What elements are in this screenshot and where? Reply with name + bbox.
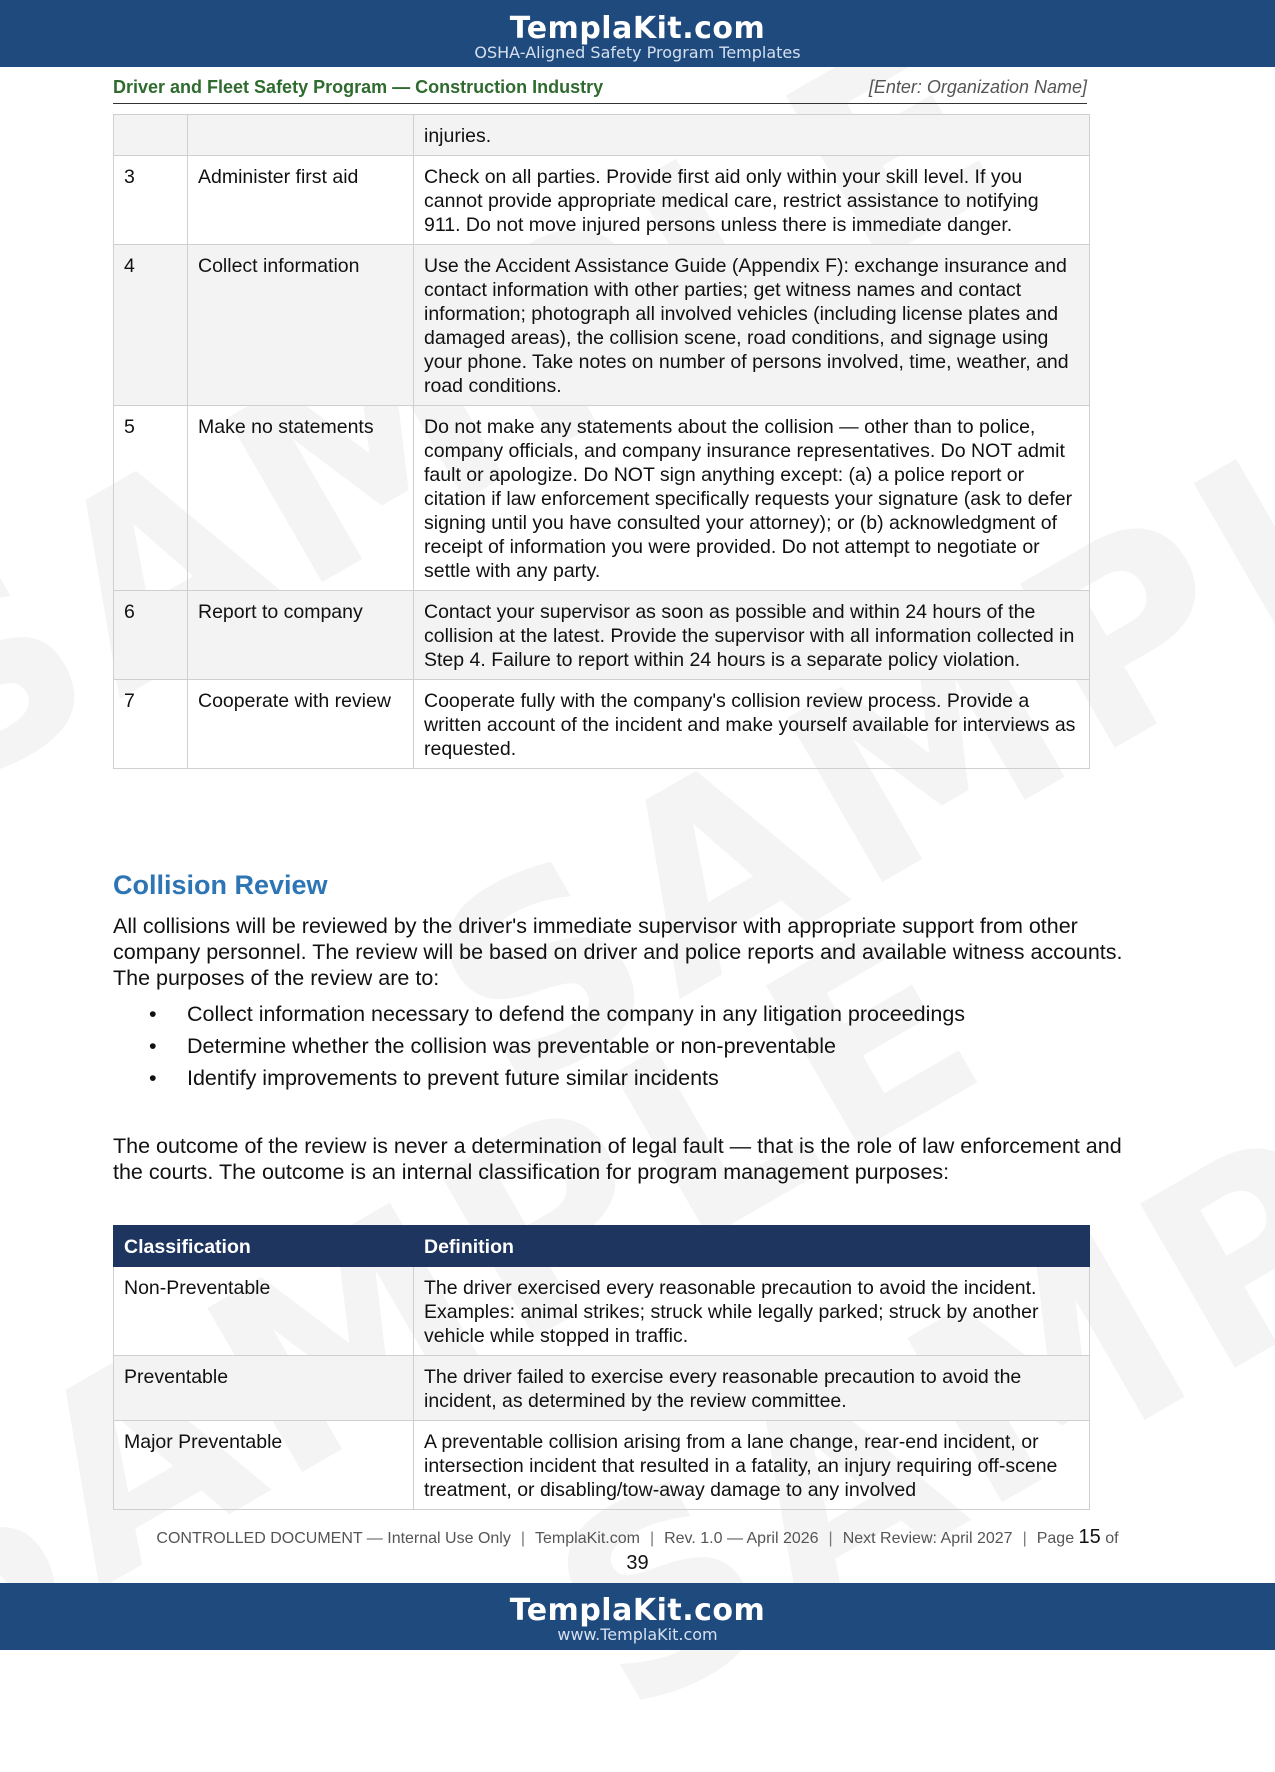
outcome-paragraph: The outcome of the review is never a determination of legal fault — that is the role of law enforcement and the courts. The outcome is an internal classification for program management purposes: (113, 1134, 1122, 1184)
step-number: 5 (114, 406, 188, 591)
section-heading: Collision Review (113, 870, 328, 900)
revision-info: Rev. 1.0 — April 2026 (664, 1530, 819, 1547)
step-detail: Cooperate fully with the company's collision review process. Provide a written account of the incident and make yourself available for interviews as requested. (414, 680, 1090, 769)
step-detail: injuries. (414, 115, 1090, 156)
running-header (113, 77, 1087, 104)
collision-steps-table (113, 114, 1090, 769)
list-item-text: Collect information necessary to defend the company in any litigation proceedings (187, 1002, 966, 1026)
step-detail: Contact your supervisor as soon as possible and within 24 hours of the collision at the latest. Provide the supervisor with all information collected in Step 4. Failure to report within 24 hours is a separate policy violation. (414, 591, 1090, 680)
divider: | (1022, 1530, 1027, 1547)
step-detail: Do not make any statements about the collision — other than to police, company officials, and company insurance representatives. Do NOT admit fault or apologize. Do NOT sign anything except: (a) a police report or citation if law enforcement specifically requests your signature (ask to defer signing until you have consulted your attorney); or (b) acknowledgment of receipt of information you were provided. Do not attempt to negotiate or settle with any party. (414, 406, 1090, 591)
bottom-banner (0, 1583, 1275, 1650)
classification-definition: A preventable collision arising from a lane change, rear-end incident, or intersection incident that resulted in a fatality, an injury requiring off-scene treatment, or disabling/tow-away damage to any involved (414, 1421, 1090, 1510)
top-banner (0, 0, 1275, 67)
table-row (114, 245, 1090, 406)
list-item (113, 1030, 1113, 1062)
document-title: Driver and Fleet Safety Program — Construction Industry (113, 77, 604, 97)
step-number: 4 (114, 245, 188, 406)
brand-title: TemplaKit.com (509, 11, 766, 46)
step-number (114, 115, 188, 156)
page-number: 15 (1078, 1526, 1101, 1548)
footer-site: TemplaKit.com (535, 1530, 640, 1547)
step-number: 6 (114, 591, 188, 680)
table-row (114, 406, 1090, 591)
column-header-definition: Definition (414, 1226, 1090, 1267)
controlled-notice: CONTROLLED DOCUMENT — Internal Use Only (156, 1530, 511, 1547)
step-detail: Use the Accident Assistance Guide (Appendix F): exchange insurance and contact information with other parties; get witness names and contact information; photograph all involved vehicles (including license plates and damaged areas), the collision scene, road conditions, and signage using your phone. Take notes on number of persons involved, time, weather, and road conditions. (414, 245, 1090, 406)
next-review: Next Review: April 2027 (842, 1530, 1013, 1547)
list-item-text: Identify improvements to prevent future similar incidents (187, 1066, 719, 1090)
footer-brand: TemplaKit.com (509, 1593, 766, 1628)
page-total: 39 (626, 1552, 649, 1574)
table-row (114, 156, 1090, 245)
classification-definition: The driver exercised every reasonable precaution to avoid the incident. Examples: animal strikes; struck while legally parked; struck by another vehicle while stopped in traffic. (414, 1267, 1090, 1356)
column-header-classification: Classification (114, 1226, 414, 1267)
divider: | (520, 1530, 526, 1547)
table-row (114, 680, 1090, 769)
list-item-text: Determine whether the collision was preventable or non-preventable (187, 1034, 836, 1058)
step-action: Make no statements (188, 406, 414, 591)
organization-name-placeholder: [Enter: Organization Name] (868, 77, 1087, 97)
bullet-icon: • (149, 1066, 157, 1090)
classification-table (113, 1225, 1090, 1510)
table-row (114, 1267, 1090, 1356)
table-header-row (114, 1226, 1090, 1267)
divider: | (649, 1530, 655, 1547)
footer-url: www.TemplaKit.com (557, 1625, 718, 1644)
step-action: Collect information (188, 245, 414, 406)
intro-paragraph: All collisions will be reviewed by the driver's immediate supervisor with appropriate support from other company personnel. The review will be based on driver and police reports and available witness accounts. The purposes of the review are to: (113, 914, 1123, 990)
step-number: 7 (114, 680, 188, 769)
classification-name: Preventable (114, 1356, 414, 1421)
bullet-icon: • (149, 1002, 157, 1026)
table-row (114, 1356, 1090, 1421)
step-action (188, 115, 414, 156)
step-action: Report to company (188, 591, 414, 680)
classification-name: Major Preventable (114, 1421, 414, 1510)
step-detail: Check on all parties. Provide first aid only within your skill level. If you cannot provide appropriate medical care, restrict assistance to notifying 911. Do not move injured persons unless there is immediate danger. (414, 156, 1090, 245)
step-action: Cooperate with review (188, 680, 414, 769)
table-row (114, 115, 1090, 156)
table-row (114, 591, 1090, 680)
brand-tagline: OSHA-Aligned Safety Program Templates (474, 43, 801, 62)
document-footer (0, 1524, 1275, 1552)
classification-definition: The driver failed to exercise every reasonable precaution to avoid the incident, as determined by the review committee. (414, 1356, 1090, 1421)
step-number: 3 (114, 156, 188, 245)
table-row (114, 1421, 1090, 1510)
purpose-list (113, 998, 1113, 1094)
list-item (113, 1062, 1113, 1094)
step-action: Administer first aid (188, 156, 414, 245)
list-item (113, 998, 1113, 1030)
page-label: Page (1036, 1530, 1075, 1547)
classification-name: Non-Preventable (114, 1267, 414, 1356)
page-of-label: of (1105, 1530, 1119, 1547)
bullet-icon: • (149, 1034, 157, 1058)
divider: | (828, 1530, 833, 1547)
